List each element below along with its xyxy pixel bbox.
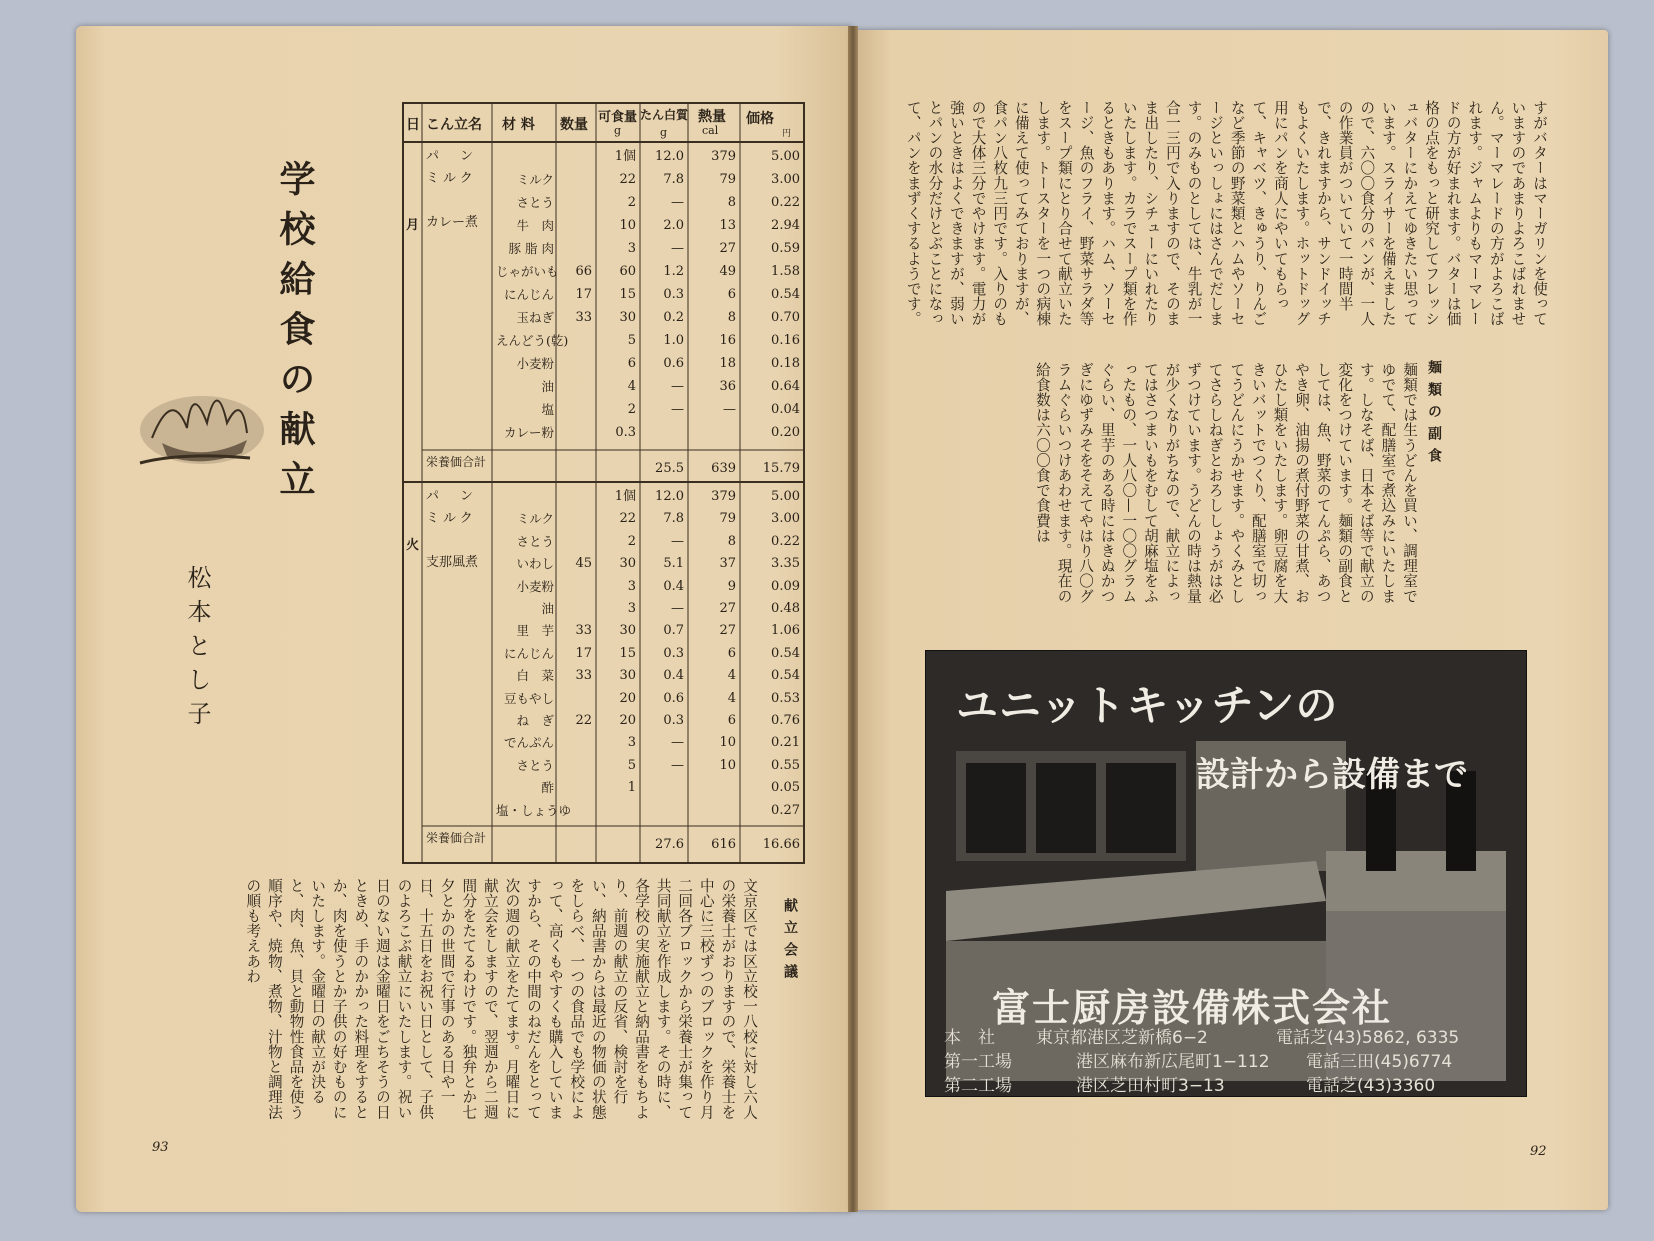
tue-row-protein: — — [671, 601, 684, 616]
mon-total-protein: 25.5 — [655, 461, 684, 476]
mon-row-edible: 0.3 — [615, 425, 636, 440]
mon-row-ingredient: 小麦粉 — [516, 356, 554, 371]
header-edible: 可食量 — [598, 110, 638, 125]
tue-row-protein: 7.8 — [663, 511, 684, 527]
tue-row-ingredient: にんじん — [503, 645, 554, 661]
ad-office-label: 本 社 — [944, 1028, 995, 1048]
tue-row-ingredient: 豆もやし — [503, 690, 554, 706]
tue-row-edible: 3 — [627, 601, 636, 616]
mon-row-protein: 2.0 — [663, 218, 684, 233]
ad-factory2-tel: 電話芝(43)3360 — [1306, 1076, 1436, 1096]
tue-total-label: 栄養価合計 — [426, 831, 487, 845]
mon-row-ingredient: ミルク — [516, 172, 554, 187]
mon-row-price: 0.18 — [771, 356, 800, 371]
tue-row-price: 3.00 — [771, 511, 800, 527]
men-body-text: 麺類では生うどんを買い、調理室でゆでて、配膳室で煮込みにいたします。しなそば、日本そば等で献立の変化をつけています。麺類の副食としては、魚、野菜のてんぷら、あつやき卵、油揚の煮付野菜の甘煮、おひたし類をいたします。卵豆腐を大きいバットでつくり、配膳室で切ってうどんにうかせます。やくみとしてさらしねぎとおろししょうがは必ずつけています。うどんの時は熱量が少くなりがちなので、献立によってはさつまいもをむして胡麻塩をふったもの、一人八〇—一〇〇グラムぐらい、里芋のある時にはきぬかつぎにゆずみそをそえてやはり八〇グラムぐらいつけあわせます。現在の給食数は六〇〇食で食費は — [1033, 362, 1418, 604]
mon-row-price: 0.04 — [771, 402, 800, 417]
ad-factory2-address: 港区芝田村町3−13 — [1076, 1076, 1225, 1096]
tue-row-protein: — — [671, 533, 684, 549]
tue-row-edible: 3 — [627, 578, 636, 594]
tue-row-ingredient: 油 — [541, 601, 554, 616]
mon-row-protein: — — [671, 402, 684, 417]
tue-row-quantity: 45 — [575, 556, 592, 572]
tue-row-protein: 12.0 — [655, 489, 684, 504]
mon-row-calories: 13 — [719, 218, 736, 233]
page-number-right: 92 — [1530, 1144, 1547, 1159]
mon-row-price: 3.00 — [771, 172, 800, 187]
mon-total-price: 15.79 — [762, 461, 800, 476]
menu-mon-bread: パ ン — [426, 149, 478, 164]
mon-row-ingredient: じゃがいも — [496, 264, 559, 279]
tue-row-calories: 379 — [711, 489, 736, 504]
vegetable-sketch-illustration — [132, 368, 272, 480]
tue-row-calories: 27 — [719, 601, 736, 616]
tue-row-edible: 22 — [619, 511, 636, 527]
tue-row-protein: 0.3 — [663, 645, 684, 661]
tue-row-edible: 1 — [627, 780, 636, 796]
tue-row-protein: 0.7 — [663, 623, 684, 639]
tue-row-ingredient: 里 芋 — [516, 623, 554, 639]
tue-total-cal: 616 — [711, 837, 736, 852]
mon-row-calories: 8 — [727, 195, 736, 210]
tue-row-edible: 20 — [619, 713, 636, 728]
tue-row-calories: 9 — [727, 578, 736, 594]
mon-row-calories: 16 — [719, 333, 736, 348]
mon-row-edible: 60 — [619, 264, 636, 279]
mon-row-protein: 12.0 — [655, 149, 684, 164]
mon-row-ingredient: 玉ねぎ — [516, 310, 554, 325]
menu-tue-milk: ミルク — [426, 511, 477, 526]
ad-factory2-label: 第二工場 — [944, 1076, 1012, 1096]
tue-row-price: 0.54 — [771, 645, 800, 661]
ad-company-name: 富士厨房設備株式会社 — [992, 986, 1393, 1030]
tue-row-calories: 4 — [727, 668, 736, 684]
tue-row-price: 3.35 — [771, 556, 800, 572]
article-title: 学校給食の献立 — [274, 160, 316, 510]
mon-row-protein: 7.8 — [663, 172, 684, 187]
mon-row-edible: 4 — [627, 379, 636, 394]
tue-row-calories: 10 — [719, 735, 736, 751]
mon-row-calories: — — [723, 402, 736, 417]
menu-table — [402, 102, 805, 864]
kondate-heading: 献立会議 — [782, 898, 798, 986]
ad-factory1-address: 港区麻布新広尾町1−112 — [1076, 1052, 1270, 1072]
mon-total-label: 栄養価合計 — [426, 455, 487, 469]
tue-row-ingredient: 塩・しょうゆ — [496, 802, 572, 818]
mon-row-protein: 1.0 — [663, 333, 684, 348]
mon-row-price: 0.64 — [771, 379, 800, 394]
ad-headline: ユニットキッチンの — [956, 681, 1339, 730]
page-number-left: 93 — [152, 1140, 169, 1155]
mon-row-price: 5.00 — [771, 149, 800, 164]
tue-row-ingredient: でんぷん — [503, 735, 554, 751]
mon-row-edible: 3 — [627, 241, 636, 256]
tue-row-ingredient: 小麦粉 — [516, 578, 554, 594]
tue-row-price: 5.00 — [771, 489, 800, 504]
tue-row-calories: 8 — [727, 533, 736, 549]
tue-row-ingredient: さとう — [516, 757, 554, 773]
mon-row-edible: 2 — [627, 402, 636, 417]
tue-row-protein: 0.3 — [663, 713, 684, 728]
header-price: 価格 — [746, 111, 774, 127]
mon-row-calories: 27 — [719, 241, 736, 256]
bread-body-text: すがバターはマーガリンを使っていますのであまりよろこばれません。マーマレードの方がよろこばれます。ジャムよりもマーマレードの方が好まれます。バターは価格の点をもっと研究してフレッシュバターにかえてゆきたい思っています。スライサーを備えましたので、六〇〇食分のパンが、一人の作業員がついていて一時間半で、きれますから、サンドイッチもよくいたします。ホットドッグ用にパンを商人にやいてもらって、キャベツ、きゅうり、りんごなど季節の野菜類とハムやソーセージといっしょにはさんでだします。のみものとしては、牛乳が一合一三円で入りますので、そのまま出したり、シチューにいれたりいたします。カラでスープ類を作るときもあります。ハム、ソーセージ、魚のフライ、野菜サラダ等をスープ類にとり合せて献立いたします。トースターを一つの病棟に備えて使ってみておりますが、食パン八枚九三円です。入りのもので大体三分でやけます。電力が強いときはよくできますが、弱いとパンの水分だけとぶことになって、パンをまずくするようです。 — [904, 100, 1548, 327]
mon-row-price: 0.20 — [771, 425, 800, 440]
mon-row-edible: 6 — [627, 356, 636, 371]
tue-row-edible: 30 — [619, 556, 636, 572]
tue-row-calories: 6 — [727, 645, 736, 661]
tue-row-quantity: 33 — [575, 623, 592, 639]
ad-factory1-tel: 電話三田(45)6774 — [1306, 1052, 1453, 1072]
mon-row-edible: 5 — [627, 333, 636, 348]
tue-row-edible: 20 — [619, 690, 636, 706]
tue-row-edible: 3 — [627, 735, 636, 751]
mon-row-ingredient: にんじん — [503, 287, 554, 302]
tue-row-calories: 4 — [727, 690, 736, 706]
tue-row-price: 0.55 — [771, 757, 800, 773]
tue-row-quantity: 22 — [575, 713, 592, 728]
mon-row-edible: 10 — [619, 218, 636, 233]
author-name: 松本とし子 — [183, 565, 211, 735]
tue-row-ingredient: 白 菜 — [516, 668, 554, 684]
tue-row-ingredient: いわし — [516, 556, 554, 572]
kondate-body-text: 文京区では区立校一八校に対し六人の栄養士がおりますので、栄養士を中心に三校ずつのブロックを作り月二回各ブロックから栄養士が集って共同献立を作成します。その時に、各学校の実施献立と納品書をもちより、前週の献立の反省、検討を行い、納品書からは最近の物価の状態をしらべ、一つの食品でも学校によって、高くもやすくも購入していますから、その中間のねだんをとって次の週の献立をたてます。月曜日に献立会をしますので、翌週から二週間分をたてるわけです。独弁とか七夕とかの世間で行事のある日や一日、十五日をお祝い日として、子供のよろこぶ献立にいたします。祝い日のない週は金曜日をごちそうの日ときめ、手のかかった料理をするとか、肉を使うとか子供の好むものにいたします。金曜日の献立が決ると、肉、魚、貝と動物性食品を使う順序や、焼物、煮物、汁物と調理法の順も考えあわ — [244, 878, 758, 1120]
tue-row-price: 1.06 — [771, 623, 800, 639]
tue-row-calories: 79 — [719, 511, 736, 527]
mon-row-price: 0.59 — [771, 241, 800, 256]
mon-row-edible: 30 — [619, 310, 636, 325]
menu-mon-milk: ミルク — [426, 171, 477, 186]
tue-row-price: 0.53 — [771, 690, 800, 706]
header-menu: こん立名 — [426, 117, 482, 133]
header-quantity: 数量 — [560, 117, 588, 133]
mon-row-protein: — — [671, 241, 684, 256]
tue-row-quantity: 17 — [575, 645, 592, 661]
tue-row-price: 0.54 — [771, 668, 800, 684]
header-edible-unit: g — [614, 124, 622, 137]
ad-subheadline: 設計から設備まで — [1196, 755, 1468, 795]
tue-row-edible: 30 — [619, 668, 636, 684]
mon-row-edible: 2 — [627, 195, 636, 210]
tue-row-edible: 2 — [627, 533, 636, 549]
tue-row-edible: 1個 — [614, 489, 636, 504]
header-price-unit: 円 — [782, 129, 792, 139]
menu-tue-shina: 支那風煮 — [426, 555, 479, 570]
mon-row-protein: 0.3 — [663, 287, 684, 302]
tue-row-ingredient: ね ぎ — [516, 713, 554, 728]
mon-row-price: 0.16 — [771, 333, 800, 348]
mon-row-edible: 15 — [619, 287, 636, 302]
mon-row-edible: 22 — [619, 172, 636, 187]
mon-row-ingredient: 牛 肉 — [516, 218, 554, 233]
tue-row-calories: 10 — [719, 757, 736, 773]
mon-row-calories: 379 — [711, 149, 736, 164]
tue-row-edible: 30 — [619, 623, 636, 639]
mon-row-protein: 0.2 — [663, 310, 684, 325]
tue-total-protein: 27.6 — [655, 837, 684, 852]
header-protein-unit: g — [660, 126, 668, 139]
mon-row-calories: 8 — [727, 310, 736, 325]
mon-row-protein: 1.2 — [663, 264, 684, 279]
menu-tue-bread: パ ン — [426, 489, 478, 504]
tue-row-price: 0.21 — [771, 735, 800, 751]
mon-row-calories: 49 — [719, 264, 736, 279]
tue-row-protein: — — [671, 735, 684, 751]
mon-row-ingredient: 塩 — [541, 402, 554, 417]
tue-row-price: 0.48 — [771, 601, 800, 616]
header-protein: たん白質 — [640, 108, 689, 122]
mon-row-price: 0.22 — [771, 195, 800, 210]
menu-mon-curry: カレー煮 — [426, 215, 479, 230]
header-calories-unit: cal — [702, 124, 719, 137]
mon-row-ingredient: 油 — [541, 379, 554, 394]
tue-row-edible: 5 — [627, 757, 636, 773]
tue-row-ingredient: さとう — [516, 533, 554, 549]
tue-row-calories: 37 — [719, 556, 736, 572]
men-heading: 麺類の副食 — [1426, 360, 1442, 470]
tue-row-calories: 6 — [727, 713, 736, 728]
tue-row-price: 0.09 — [771, 578, 800, 594]
tue-row-price: 0.22 — [771, 533, 800, 549]
tue-row-protein: 0.6 — [663, 690, 684, 706]
header-ingredient: 材 料 — [502, 117, 535, 133]
mon-row-price: 0.54 — [771, 287, 800, 302]
mon-row-edible: 1個 — [614, 149, 636, 164]
mon-row-price: 2.94 — [771, 218, 800, 233]
mon-row-calories: 18 — [719, 356, 736, 371]
mon-row-protein: — — [671, 379, 684, 394]
header-day: 日 — [406, 117, 420, 133]
mon-row-quantity: 33 — [575, 310, 592, 325]
tue-row-price: 0.76 — [771, 713, 800, 728]
mon-row-calories: 36 — [719, 379, 736, 394]
mon-row-ingredient: えんどう(乾) — [496, 333, 569, 348]
mon-total-cal: 639 — [711, 461, 736, 476]
mon-row-protein: 0.6 — [663, 356, 684, 371]
advertisement — [925, 650, 1527, 1097]
mon-row-calories: 6 — [727, 287, 736, 302]
mon-row-ingredient: カレー粉 — [503, 425, 554, 440]
mon-row-price: 0.70 — [771, 310, 800, 325]
mon-row-protein: — — [671, 195, 684, 210]
ad-office-address: 東京都港区芝新橋6−2 — [1036, 1028, 1208, 1048]
tue-row-protein: 0.4 — [663, 668, 684, 684]
tue-row-protein: — — [671, 757, 684, 773]
tue-row-protein: 0.4 — [663, 578, 684, 594]
mon-row-ingredient: さとう — [516, 195, 554, 210]
tue-row-edible: 15 — [619, 645, 636, 661]
day-monday: 月 — [406, 218, 420, 233]
tue-row-price: 0.05 — [771, 780, 800, 796]
mon-row-price: 1.58 — [771, 264, 800, 279]
mon-row-calories: 79 — [719, 172, 736, 187]
mon-row-quantity: 66 — [575, 264, 592, 279]
tue-row-ingredient: 酢 — [541, 780, 554, 796]
book-spine — [848, 26, 858, 1212]
mon-row-ingredient: 豚 脂 肉 — [508, 241, 554, 256]
header-calories: 熱量 — [698, 109, 726, 125]
tue-row-calories: 27 — [719, 623, 736, 639]
tue-row-price: 0.27 — [771, 802, 800, 818]
mon-row-quantity: 17 — [575, 287, 592, 302]
ad-office-tel: 電話芝(43)5862, 6335 — [1276, 1028, 1460, 1048]
tue-total-price: 16.66 — [762, 837, 800, 852]
tue-row-protein: 5.1 — [663, 556, 684, 572]
ad-factory1-label: 第一工場 — [944, 1052, 1012, 1072]
tue-row-ingredient: ミルク — [516, 511, 554, 527]
tue-row-quantity: 33 — [575, 668, 592, 684]
day-tuesday: 火 — [406, 538, 420, 553]
